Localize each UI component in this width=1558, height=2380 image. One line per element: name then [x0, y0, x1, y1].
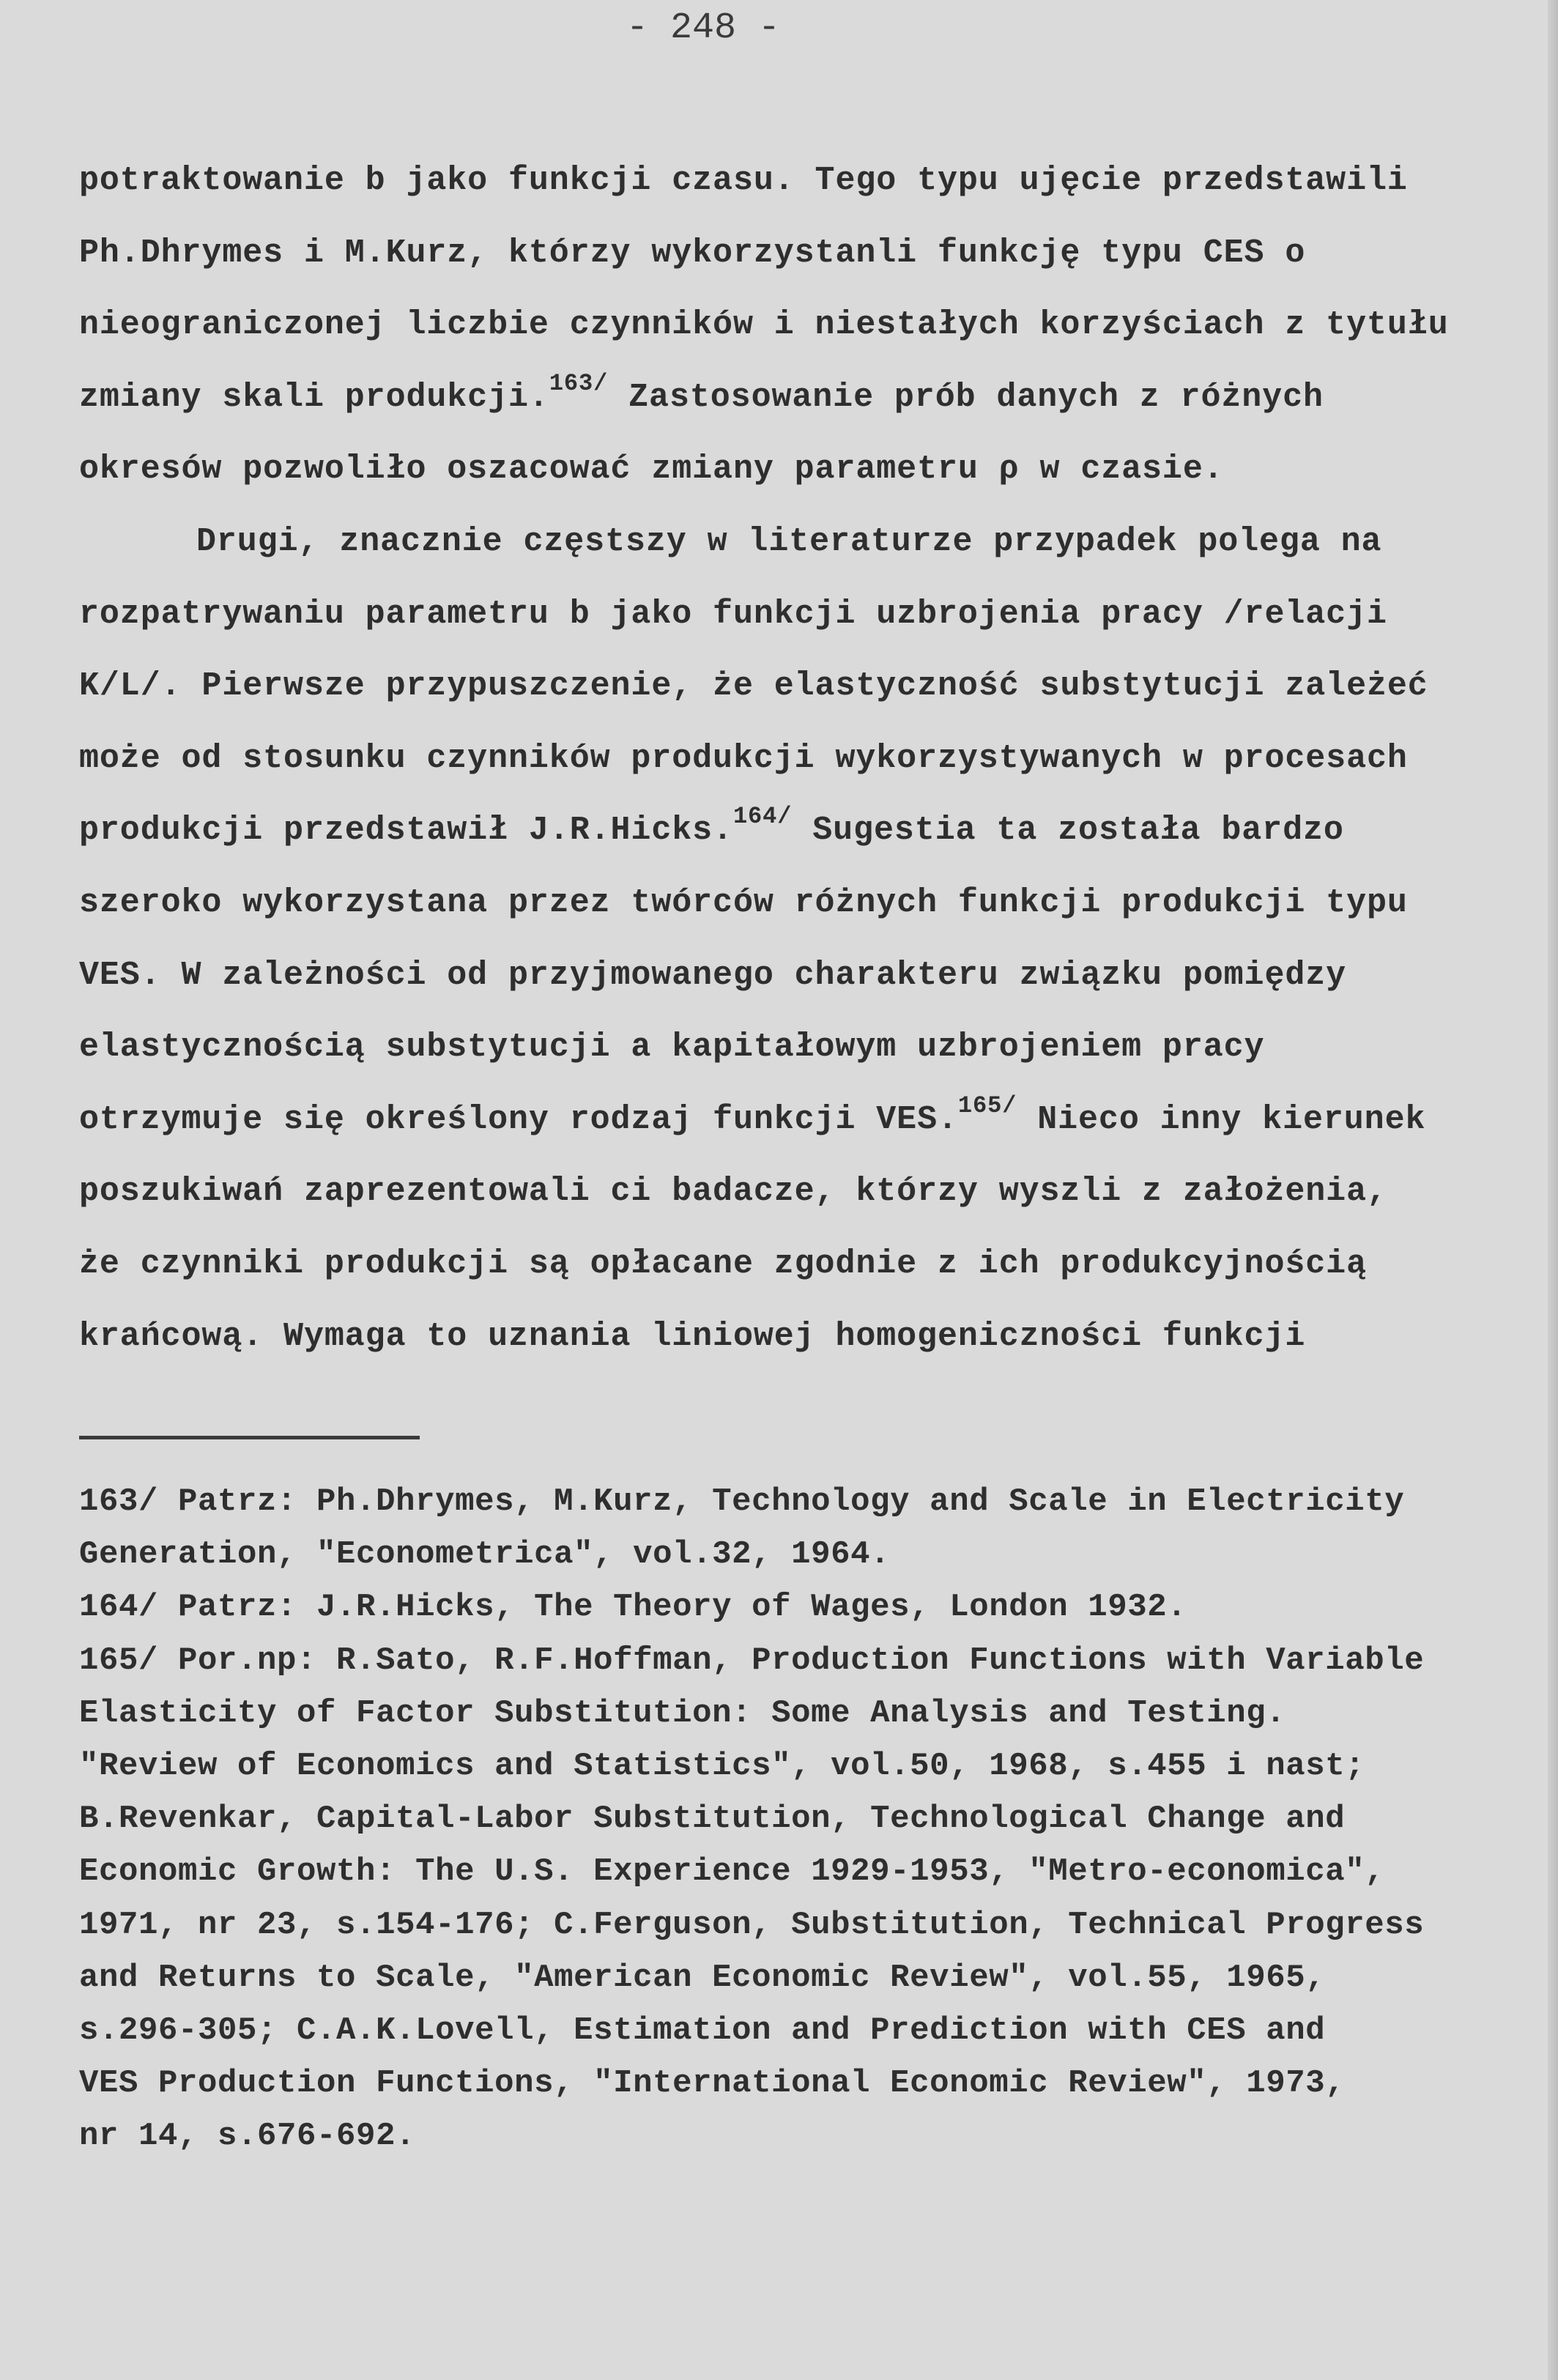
- footnote-separator: [79, 1436, 420, 1439]
- footnote-line: and Returns to Scale, "American Economic Review", vol.55, 1965,: [79, 1959, 1326, 1996]
- text-line: że czynniki produkcji są opłacane zgodnie z ich produkcyjnością: [79, 1245, 1367, 1283]
- text-line: VES. W zależności od przyjmowanego charakteru związku pomiędzy: [79, 956, 1347, 994]
- text-line: może od stosunku czynników produkcji wykorzystywanych w procesach: [79, 739, 1408, 777]
- footnote-line: Elasticity of Factor Substitution: Some Analysis and Testing.: [79, 1694, 1286, 1732]
- footnote-ref-163: 163/: [549, 369, 609, 397]
- text-segment: Nieco inny kierunek: [1017, 1100, 1426, 1138]
- footnote-ref-164: 164/: [732, 803, 793, 831]
- main-text: [79, 145, 1544, 1373]
- footnote-ref-165: 165/: [957, 1091, 1017, 1119]
- text-line: nieograniczonej liczbie czynników i niestałych korzyściach z tytułu: [79, 306, 1449, 344]
- text-line: [79, 795, 1544, 867]
- footnote-line: 164/ Patrz: J.R.Hicks, The Theory of Wages, London 1932.: [79, 1589, 1187, 1626]
- text-line: [79, 362, 1544, 434]
- text-line: krańcową. Wymaga to uznania liniowej homogeniczności funkcji: [79, 1317, 1306, 1355]
- text-line: szeroko wykorzystana przez twórców różnych funkcji produkcji typu: [79, 883, 1408, 922]
- footnote-line: "Review of Economics and Statistics", vol.50, 1968, s.455 i nast;: [79, 1747, 1365, 1784]
- text-line: elastycznością substytucji a kapitałowym uzbrojeniem pracy: [79, 1028, 1265, 1067]
- footnote-line: VES Production Functions, "International Economic Review", 1973,: [79, 2065, 1346, 2102]
- footnote-line: 165/ Por.np: R.Sato, R.F.Hoffman, Production Functions with Variable: [79, 1642, 1425, 1679]
- footnotes: [79, 1475, 1551, 2162]
- text-line: okresów pozwoliło oszacować zmiany parametru ρ w czasie.: [79, 451, 1224, 489]
- text-line: poszukiwań zaprezentowali ci badacze, którzy wyszli z założenia,: [79, 1173, 1387, 1211]
- footnote-line: Economic Growth: The U.S. Experience 1929-1953, "Metro-economica",: [79, 1853, 1385, 1891]
- page-number: - 248 -: [626, 7, 781, 49]
- paragraph-start-line: Drugi, znacznie częstszy w literaturze przypadek polega na: [196, 522, 1382, 560]
- footnote-line: nr 14, s.676-692.: [79, 2118, 416, 2155]
- text-segment: zmiany skali produkcji.: [79, 378, 549, 416]
- text-line: potraktowanie b jako funkcji czasu. Tego typu ujęcie przedstawili: [79, 162, 1408, 199]
- footnote-line: Generation, "Econometrica", vol.32, 1964.: [79, 1536, 891, 1573]
- footnote-line: s.296-305; C.A.K.Lovell, Estimation and Prediction with CES and: [79, 2012, 1326, 2049]
- text-segment: Sugestia ta została bardzo: [792, 812, 1344, 850]
- text-segment: otrzymuje się określony rodzaj funkcji VES.: [79, 1100, 958, 1138]
- footnote-line: B.Revenkar, Capital-Labor Substitution, Technological Change and: [79, 1801, 1346, 1838]
- text-segment: produkcji przedstawił J.R.Hicks.: [79, 812, 733, 850]
- text-line: Ph.Dhrymes i M.Kurz, którzy wykorzystanli funkcję typu CES o: [79, 234, 1306, 272]
- text-line: K/L/. Pierwsze przypuszczenie, że elastyczność substytucji zależeć: [79, 667, 1428, 705]
- text-segment: Zastosowanie prób danych z różnych: [608, 378, 1324, 416]
- text-line: rozpatrywaniu parametru b jako funkcji uzbrojenia pracy /relacji: [79, 595, 1387, 633]
- footnote-line: 1971, nr 23, s.154-176; C.Ferguson, Substitution, Technical Progress: [79, 1906, 1425, 1943]
- footnote-line: 163/ Patrz: Ph.Dhrymes, M.Kurz, Technology and Scale in Electricity: [79, 1483, 1405, 1520]
- text-line: [79, 1084, 1544, 1157]
